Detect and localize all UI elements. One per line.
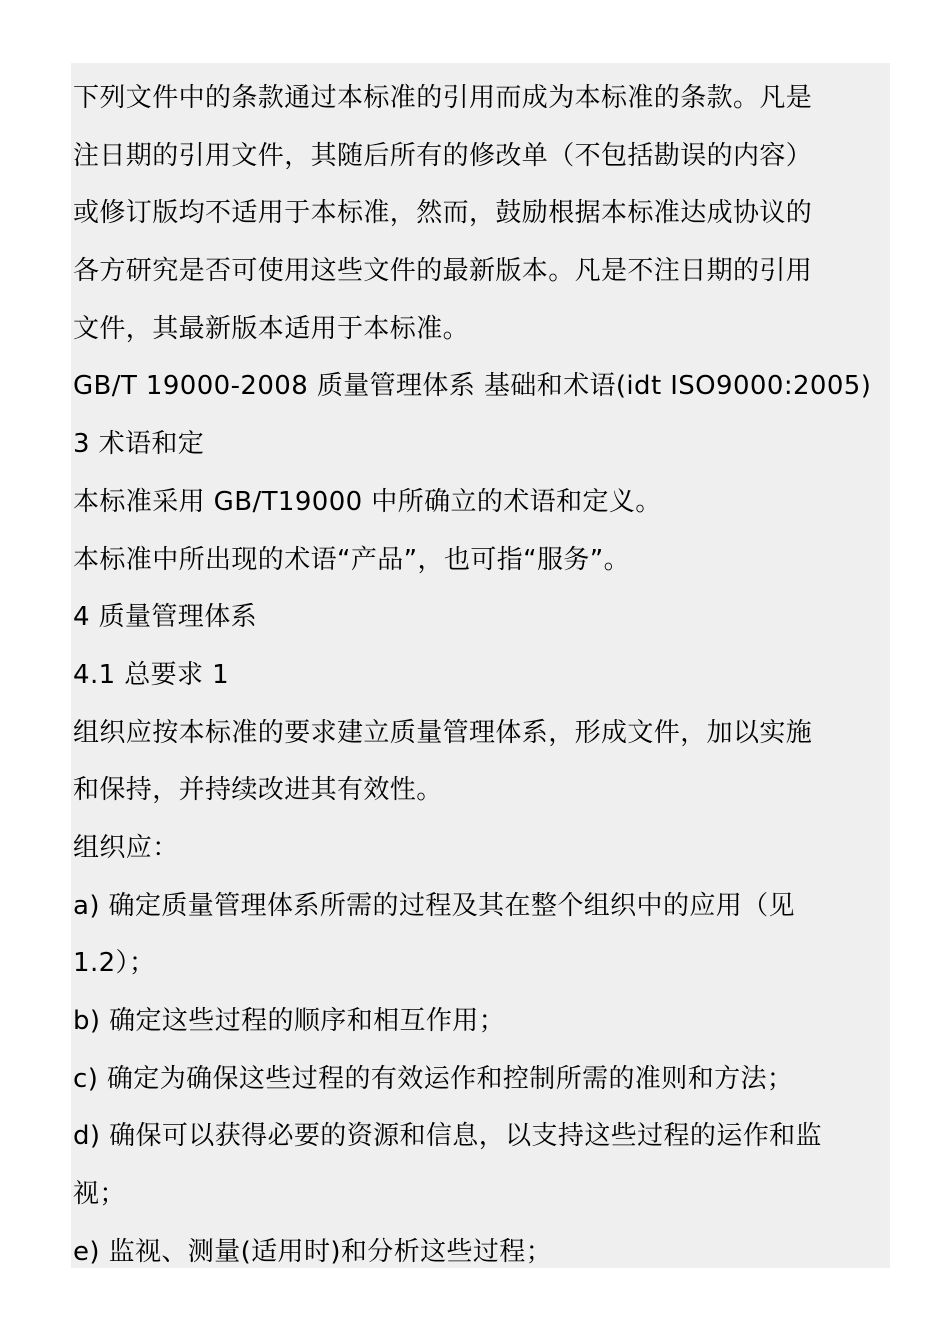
- list-item-continuation: 1.2）；: [73, 948, 156, 979]
- text-line: 和保持，并持续改进其有效性。: [73, 775, 443, 806]
- text-line: 本标准中所出现的术语“产品”，也可指“服务”。: [73, 544, 631, 575]
- text-line: 或修订版均不适用于本标准，然而，鼓励根据本标准达成协议的: [73, 198, 813, 229]
- document-text-block: [71, 63, 890, 1268]
- list-item-continuation: 视；: [73, 1179, 126, 1210]
- subsection-heading: 4.1 总要求 1: [73, 659, 230, 690]
- text-line: 本标准采用 GB/T19000 中所确立的术语和定义。: [73, 486, 662, 517]
- text-line: 组织应按本标准的要求建立质量管理体系，形成文件，加以实施: [73, 717, 813, 748]
- list-item: a) 确定质量管理体系所需的过程及其在整个组织中的应用（见: [73, 890, 795, 921]
- list-item: d) 确保可以获得必要的资源和信息，以支持这些过程的运作和监: [73, 1121, 822, 1152]
- text-line: 组织应：: [73, 832, 179, 863]
- reference-line: GB/T 19000-2008 质量管理体系 基础和术语(idt ISO9000:2005): [73, 371, 872, 402]
- section-heading: 4 质量管理体系: [73, 602, 258, 633]
- text-line: 文件，其最新版本适用于本标准。: [73, 313, 470, 344]
- section-heading: 3 术语和定: [73, 429, 205, 460]
- text-line: 注日期的引用文件，其随后所有的修改单（不包括勘误的内容）: [73, 140, 813, 171]
- list-item: b) 确定这些过程的顺序和相互作用；: [73, 1006, 506, 1036]
- text-line: 各方研究是否可使用这些文件的最新版本。凡是不注日期的引用: [73, 256, 813, 287]
- list-item: e) 监视、测量(适用时)和分析这些过程；: [73, 1236, 553, 1267]
- list-item: c) 确定为确保这些过程的有效运作和控制所需的准则和方法；: [73, 1063, 794, 1094]
- text-line: 下列文件中的条款通过本标准的引用而成为本标准的条款。凡是: [73, 83, 813, 113]
